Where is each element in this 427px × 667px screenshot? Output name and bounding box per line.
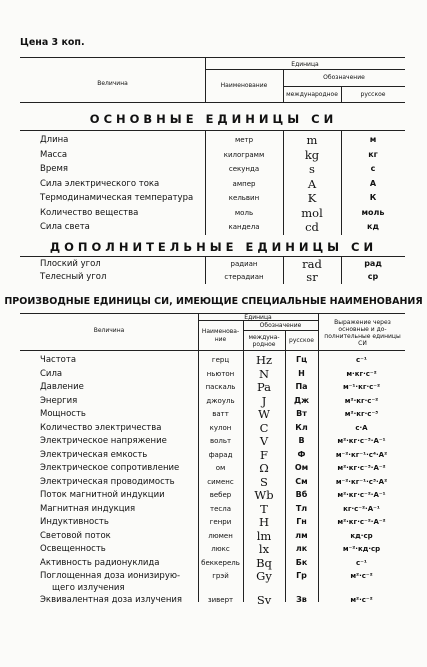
quantity-name: Телесный угол: [40, 272, 107, 282]
quantity-name: Длина: [40, 135, 69, 145]
rus-symbol: с: [370, 164, 376, 173]
unit-name: килограмм: [223, 150, 265, 159]
t2-header-designation: Обозначение: [259, 322, 302, 329]
rus-symbol: м: [369, 135, 377, 144]
price-label: Цена 3 коп.: [20, 37, 85, 48]
t2-header-name: Наименова-ние: [201, 328, 240, 343]
si-expression: с·А: [355, 423, 368, 432]
t2-header-quantity: Величина: [93, 327, 125, 334]
intl-symbol: F: [260, 447, 268, 462]
t2-header-rus: русское: [289, 337, 314, 344]
section-basic-title: ОСНОВНЫЕ ЕДИНИЦЫ СИ: [89, 112, 338, 126]
unit-name: кельвин: [228, 194, 260, 202]
rus-symbol: Ф: [297, 449, 306, 459]
unit-name: тесла: [210, 504, 231, 513]
intl-symbol: lm: [256, 528, 272, 543]
rus-symbol: Вб: [295, 490, 308, 499]
quantity-name: Давление: [40, 382, 84, 392]
rus-symbol: Гр: [296, 571, 307, 580]
intl-symbol: Hz: [255, 353, 273, 367]
unit-name: генри: [209, 518, 232, 526]
quantity-name: Количество вещества: [40, 207, 139, 218]
intl-symbol: cd: [305, 220, 319, 234]
quantity-name: Эквивалентная доза излучения: [40, 595, 183, 605]
rus-symbol: А: [369, 178, 377, 188]
rus-symbol: Бк: [295, 557, 308, 567]
quantity-name: Индуктивность: [40, 517, 109, 527]
rus-symbol: Дж: [293, 395, 310, 405]
quantity-name: Масса: [40, 149, 68, 160]
intl-symbol: Bq: [256, 555, 272, 570]
si-expression: кд·ср: [350, 531, 373, 540]
unit-name: люкс: [211, 545, 230, 553]
quantity-name: Время: [40, 164, 68, 174]
unit-name: кулон: [209, 423, 232, 432]
intl-symbol: kg: [304, 147, 320, 162]
rus-symbol: Гц: [295, 355, 308, 364]
rus-symbol: лм: [295, 530, 308, 540]
section-additional-title: ДОПОЛНИТЕЛЬНЫЕ ЕДИНИЦЫ СИ: [49, 240, 378, 254]
intl-symbol: Sv: [256, 593, 272, 607]
rus-symbol: Вт: [296, 409, 307, 418]
unit-name: сименс: [207, 477, 234, 486]
si-expression: м²·кг·с⁻²·А⁻²: [337, 518, 386, 526]
quantity-name: Сила света: [40, 222, 90, 232]
quantity-name: Электрическое напряжение: [40, 436, 167, 446]
quantity-name: Поток магнитной индукции: [40, 490, 165, 500]
rus-symbol: Зв: [296, 595, 307, 604]
header-intl: международное: [286, 91, 338, 98]
unit-name: моль: [234, 208, 254, 217]
unit-name: ватт: [212, 410, 229, 418]
table2-title: ПРОИЗВОДНЫЕ ЕДИНИЦЫ СИ, ИМЕЮЩИЕ СПЕЦИАЛЬНЫЕ НАИМЕНОВАНИЯ: [4, 296, 423, 307]
intl-symbol: Pa: [256, 380, 272, 394]
si-expression: кг·с⁻²·А⁻¹: [343, 504, 380, 513]
unit-name: вольт: [209, 437, 232, 445]
unit-name: вебер: [209, 491, 232, 499]
header-designation: Обозначение: [323, 74, 365, 81]
si-expression: м²·кг·с⁻³·А⁻²: [337, 464, 386, 472]
t2-header-intl: междуна-родное: [248, 334, 280, 348]
intl-symbol: T: [260, 501, 268, 516]
unit-name: грэй: [212, 572, 229, 580]
intl-symbol: W: [258, 407, 270, 421]
quantity-name: Поглощенная доза ионизирую-: [40, 571, 181, 581]
unit-name: люмен: [208, 531, 233, 540]
unit-name: герц: [211, 356, 230, 364]
quantity-name: Сила: [40, 368, 63, 379]
unit-name: ньютон: [206, 369, 235, 378]
si-expression: м⁻¹·кг·с⁻²: [342, 383, 381, 391]
unit-name: беккерель: [201, 558, 240, 567]
rus-symbol: Гн: [296, 517, 307, 526]
intl-symbol: rad: [302, 257, 322, 271]
intl-symbol: s: [309, 162, 315, 176]
si-expression: м⁻²·кг⁻¹·с⁴·А²: [335, 450, 388, 459]
si-expression: м²·с⁻²: [350, 596, 373, 604]
quantity-name: Плоский угол: [40, 259, 101, 269]
rus-symbol: моль: [361, 207, 385, 217]
si-expression: м·кг·с⁻²: [346, 369, 377, 378]
si-expression: м⁻²·кг⁻¹·с³·А²: [335, 477, 388, 486]
unit-name: кандела: [228, 223, 260, 231]
t2-header-expression: Выражение через основные и до-полнительные единицы СИ: [324, 319, 401, 347]
unit-name: секунда: [228, 165, 260, 173]
intl-symbol: H: [258, 515, 270, 529]
rus-symbol: Н: [298, 368, 305, 378]
rus-symbol: Ом: [294, 463, 309, 472]
rus-symbol: рад: [364, 259, 382, 268]
unit-name: ампер: [232, 179, 256, 188]
intl-symbol: V: [259, 434, 269, 448]
intl-symbol: Gy: [256, 569, 272, 583]
intl-symbol: Wb: [254, 488, 274, 502]
unit-name: ом: [215, 464, 226, 472]
rus-symbol: лк: [295, 544, 308, 553]
intl-symbol: sr: [306, 270, 318, 284]
header-name: Наименование: [220, 82, 268, 89]
rus-symbol: Кл: [295, 422, 308, 432]
rus-symbol: Тл: [295, 503, 308, 513]
header-quantity: Величина: [97, 80, 128, 87]
quantity-name: Освещенность: [40, 544, 106, 554]
rus-symbol: В: [298, 436, 305, 445]
intl-symbol: N: [258, 366, 270, 381]
header-rus: русское: [360, 91, 386, 98]
rus-symbol: кд: [367, 222, 379, 231]
quantity-name: Электрическое сопротивление: [40, 463, 180, 473]
intl-symbol: J: [261, 393, 267, 408]
unit-name: радиан: [230, 260, 258, 268]
si-expression: м²·с⁻²: [350, 572, 373, 580]
rus-symbol: ср: [367, 272, 379, 281]
rus-symbol: кг: [368, 149, 378, 159]
quantity-name: Активность радионуклида: [40, 557, 160, 568]
quantity-name: Количество электричества: [40, 422, 162, 433]
rus-symbol: К: [369, 193, 377, 202]
quantity-name: Частота: [40, 355, 77, 365]
si-expression: м²·кг·с⁻²·А⁻¹: [337, 491, 386, 499]
quantity-name: Электрическая проводимость: [40, 476, 175, 487]
intl-symbol: mol: [301, 205, 323, 220]
intl-symbol: A: [307, 176, 317, 191]
quantity-name: Энергия: [40, 395, 78, 406]
rus-symbol: См: [295, 476, 308, 486]
si-expression: с⁻¹: [356, 558, 367, 567]
intl-symbol: K: [307, 191, 317, 205]
si-expression: с⁻¹: [356, 356, 367, 364]
unit-name: зиверт: [207, 596, 234, 604]
rus-symbol: Па: [295, 382, 308, 391]
intl-symbol: C: [259, 420, 269, 435]
unit-name: джоуль: [206, 396, 235, 405]
intl-symbol: m: [306, 133, 318, 147]
quantity-name: Мощность: [40, 409, 86, 419]
si-expression: м²·кг·с⁻³: [344, 410, 379, 418]
t2-header-unit: Единица: [244, 314, 272, 321]
si-expression: м²·кг·с⁻³·А⁻¹: [337, 437, 386, 445]
si-expression: м⁻²·кд·ср: [342, 545, 381, 553]
header-unit: Единица: [291, 61, 319, 68]
intl-symbol: lx: [258, 542, 270, 556]
quantity-name: Термодинамическая температура: [40, 193, 194, 203]
unit-name: фарад: [208, 450, 233, 459]
unit-name: метр: [234, 136, 254, 144]
intl-symbol: Ω: [259, 461, 269, 475]
quantity-name: Магнитная индукция: [40, 503, 136, 514]
intl-symbol: S: [260, 474, 268, 489]
quantity-name: Световой поток: [40, 530, 111, 541]
quantity-name-cont: щего излучения: [52, 583, 125, 593]
unit-name: стерадиан: [224, 273, 264, 281]
si-expression: м²·кг·с⁻²: [344, 396, 379, 405]
unit-name: паскаль: [205, 383, 236, 391]
quantity-name: Сила электрического тока: [40, 178, 160, 189]
quantity-name: Электрическая емкость: [40, 449, 148, 460]
